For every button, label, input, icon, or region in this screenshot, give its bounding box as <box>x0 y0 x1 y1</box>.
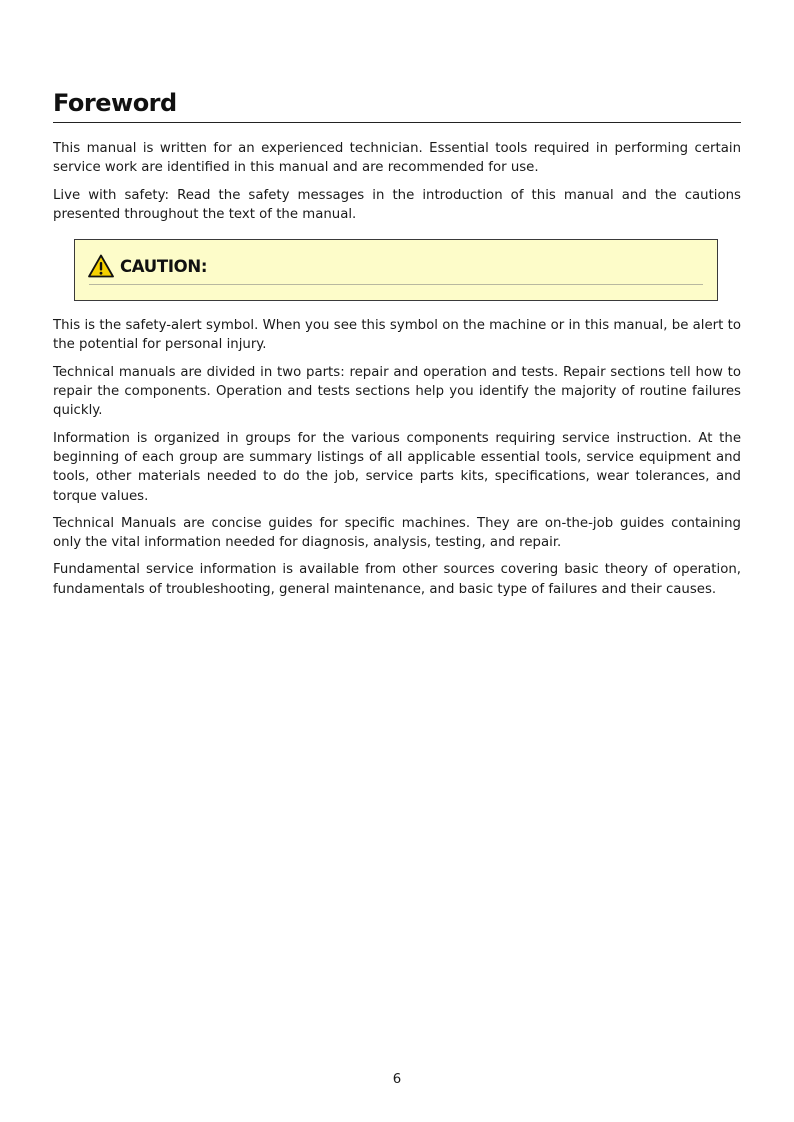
page-title: Foreword <box>53 89 177 117</box>
caution-label: CAUTION: <box>120 256 208 276</box>
caution-header <box>88 253 207 279</box>
page-number: 6 <box>392 1072 402 1087</box>
body-paragraph-3: Information is organized in groups for the various components requiring service instruction. At the beginning of each group are summary listings of all applicable essential tools, service equipment and tools, other materials needed to do the job, service parts kits, specifications, wear tolerances, and torque values. <box>53 430 741 504</box>
caution-divider <box>89 284 703 285</box>
document-page <box>53 0 741 607</box>
body-paragraph-5: Fundamental service information is available from other sources covering basic theory of operation, fundamentals of troubleshooting, general maintenance, and basic type of failures and their causes. <box>53 562 741 597</box>
intro-paragraph-2: Live with safety: Read the safety messages in the introduction of this manual and the cautions presented throughout the text of the manual. <box>53 187 741 222</box>
caution-box <box>74 239 718 301</box>
body-paragraph-2: Technical manuals are divided in two parts: repair and operation and tests. Repair sections tell how to repair the components. Operation and tests sections help you identify the majority of routine failures quickly. <box>53 364 741 419</box>
body-paragraph-1: This is the safety-alert symbol. When you see this symbol on the machine or in this manual, be alert to the potential for personal injury. <box>53 318 741 353</box>
warning-triangle-icon <box>88 254 114 278</box>
body-paragraph-4: Technical Manuals are concise guides for specific machines. They are on-the-job guides containing only the vital information needed for diagnosis, analysis, testing, and repair. <box>53 515 741 551</box>
title-divider <box>53 122 741 123</box>
intro-paragraph-1: This manual is written for an experienced technician. Essential tools required in performing certain service work are identified in this manual and are recommended for use. <box>53 141 741 176</box>
